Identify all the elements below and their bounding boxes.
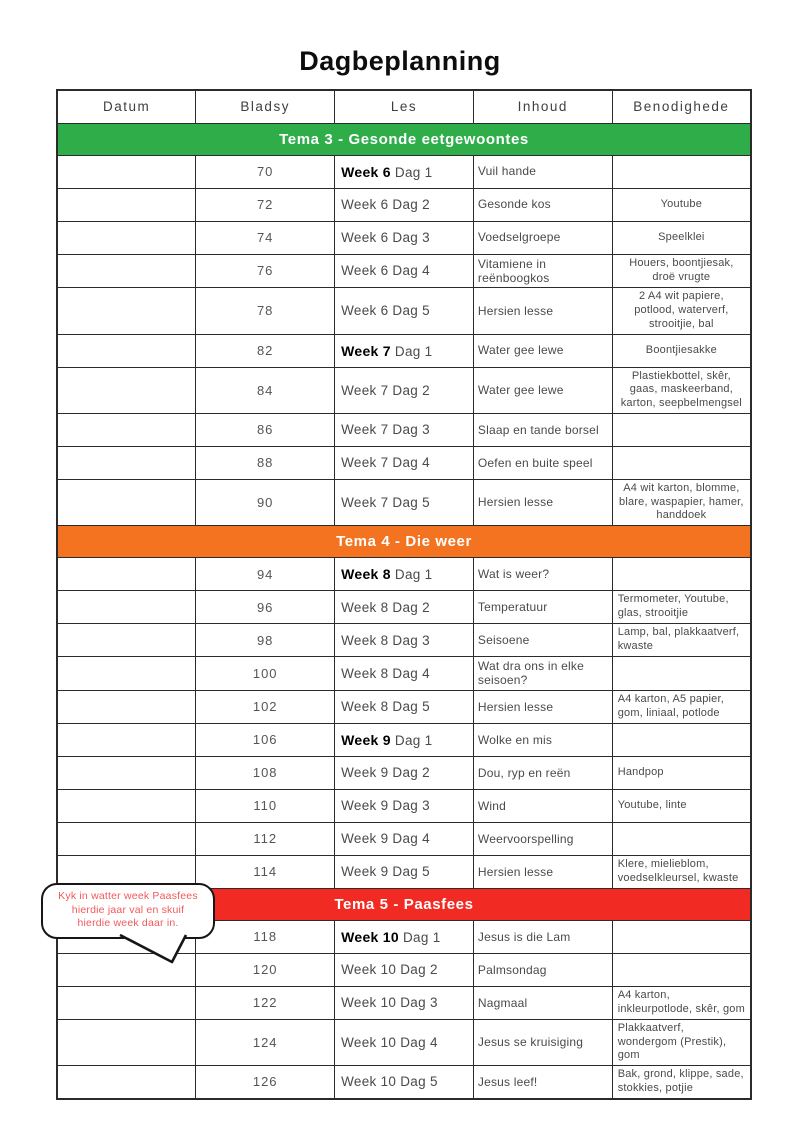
table-row (57, 723, 751, 756)
cell-les (335, 413, 474, 446)
header-benodighede: Benodighede (612, 90, 751, 123)
dag-label: Dag 1 (394, 343, 433, 359)
cell-bladsy: 106 (196, 723, 335, 756)
cell-les (335, 591, 474, 624)
dag-label: Dag 5 (392, 699, 430, 715)
table-row (57, 756, 751, 789)
cell-datum (57, 591, 196, 624)
cell-les (335, 690, 474, 723)
cell-benodighede (612, 446, 751, 479)
cell-datum (57, 690, 196, 723)
cell-benodighede: Boontjiesakke (612, 334, 751, 367)
week-label: Week 8 (341, 632, 389, 648)
cell-benodighede (612, 155, 751, 188)
cell-benodighede (612, 413, 751, 446)
cell-les (335, 624, 474, 657)
dag-label: Dag 4 (392, 263, 430, 279)
cell-inhoud: Palmsondag (473, 953, 612, 986)
cell-datum (57, 334, 196, 367)
cell-les (335, 822, 474, 855)
table-row (57, 254, 751, 288)
cell-les (335, 188, 474, 221)
callout-line: hierdie jaar val en skuif (71, 903, 185, 916)
tema-title: Tema 4 - Die weer (336, 533, 472, 551)
cell-les (335, 723, 474, 756)
tema-banner-row (57, 526, 751, 558)
cell-les (335, 155, 474, 188)
tema-title: Tema 3 - Gesonde eetgewoontes (279, 130, 529, 148)
cell-bladsy: 70 (196, 155, 335, 188)
dag-label: Dag 4 (392, 831, 430, 847)
tema-banner-1 (57, 526, 751, 558)
cell-bladsy: 122 (196, 986, 335, 1019)
cell-inhoud: Jesus leef! (473, 1066, 612, 1099)
dag-label: Dag 3 (392, 230, 430, 245)
cell-benodighede (612, 558, 751, 591)
dag-label: Dag 1 (394, 732, 433, 748)
dag-label: Dag 5 (400, 1074, 438, 1090)
cell-benodighede (612, 822, 751, 855)
dag-label: Dag 3 (392, 632, 430, 648)
table-row (57, 334, 751, 367)
cell-inhoud: Vuil hande (473, 155, 612, 188)
cell-inhoud: Hersien lesse (473, 855, 612, 888)
week-label: Week 6 (341, 263, 389, 279)
cell-inhoud: Temperatuur (473, 591, 612, 624)
cell-inhoud: Water gee lewe (473, 367, 612, 413)
cell-datum (57, 288, 196, 334)
week-label: Week 6 (341, 230, 389, 245)
cell-inhoud: Seisoene (473, 624, 612, 657)
week-label: Week 8 (341, 699, 389, 715)
callout-line: hierdie week daar in. (77, 917, 179, 930)
week-label: Week 9 (341, 798, 389, 814)
week-label: Week 7 (341, 494, 389, 510)
week-label: Week 10 (341, 1074, 397, 1090)
cell-les (335, 920, 474, 953)
table-row (57, 188, 751, 221)
table-row (57, 986, 751, 1019)
cell-datum (57, 986, 196, 1019)
header-bladsy: Bladsy (196, 90, 335, 123)
callout-tail (112, 934, 202, 968)
cell-benodighede: Youtube (612, 188, 751, 221)
cell-les (335, 367, 474, 413)
table-row (57, 288, 751, 334)
dag-label: Dag 1 (402, 929, 441, 945)
cell-bladsy: 114 (196, 855, 335, 888)
dag-label: Dag 3 (400, 995, 438, 1011)
dag-label: Dag 1 (394, 164, 433, 180)
cell-bladsy: 102 (196, 690, 335, 723)
week-label: Week 9 (341, 731, 391, 748)
cell-benodighede (612, 657, 751, 691)
header-datum: Datum (57, 90, 196, 123)
table-row (57, 413, 751, 446)
cell-inhoud: Jesus is die Lam (473, 920, 612, 953)
cell-datum (57, 1019, 196, 1065)
cell-les (335, 254, 474, 288)
cell-bladsy: 78 (196, 288, 335, 334)
cell-bladsy: 126 (196, 1066, 335, 1099)
cell-les (335, 789, 474, 822)
week-label: Week 6 (341, 303, 389, 319)
cell-bladsy: 86 (196, 413, 335, 446)
cell-datum (57, 723, 196, 756)
cell-bladsy: 72 (196, 188, 335, 221)
cell-inhoud: Dou, ryp en reën (473, 756, 612, 789)
cell-benodighede: Plastiekbottel, skêr, gaas, maskeerband, karton, seepbelmengsel (612, 367, 751, 413)
table-row (57, 789, 751, 822)
week-label: Week 7 (341, 342, 391, 359)
cell-datum (57, 789, 196, 822)
dag-label: Dag 1 (394, 567, 433, 583)
cell-benodighede: Lamp, bal, plakkaatverf, kwaste (612, 624, 751, 657)
cell-bladsy: 120 (196, 953, 335, 986)
dag-label: Dag 5 (392, 303, 430, 319)
cell-benodighede: A4 karton, inkleurpotlode, skêr, gom (612, 986, 751, 1019)
cell-les (335, 986, 474, 1019)
table-row (57, 822, 751, 855)
cell-datum (57, 254, 196, 288)
callout-bubble (41, 883, 215, 939)
cell-inhoud: Weervoorspelling (473, 822, 612, 855)
cell-datum (57, 413, 196, 446)
cell-inhoud: Hersien lesse (473, 288, 612, 334)
table-row (57, 1066, 751, 1099)
header-row (57, 90, 751, 123)
week-label: Week 8 (341, 599, 389, 615)
cell-benodighede (612, 920, 751, 953)
cell-bladsy: 74 (196, 221, 335, 254)
cell-les (335, 446, 474, 479)
week-label: Week 7 (341, 382, 389, 398)
cell-les (335, 855, 474, 888)
cell-benodighede: Termometer, Youtube, glas, strooitjie (612, 591, 751, 624)
cell-datum (57, 822, 196, 855)
cell-bladsy: 84 (196, 367, 335, 413)
cell-benodighede: Youtube, linte (612, 789, 751, 822)
week-label: Week 6 (341, 163, 391, 180)
cell-benodighede: Speelklei (612, 221, 751, 254)
dag-label: Dag 2 (392, 765, 430, 781)
cell-bladsy: 82 (196, 334, 335, 367)
week-label: Week 9 (341, 765, 389, 781)
cell-inhoud: Hersien lesse (473, 690, 612, 723)
cell-les (335, 479, 474, 525)
cell-bladsy: 90 (196, 479, 335, 525)
callout-line: Kyk in watter week Paasfees (58, 890, 198, 902)
cell-datum (57, 756, 196, 789)
table-row (57, 591, 751, 624)
table-row (57, 657, 751, 691)
cell-bladsy: 112 (196, 822, 335, 855)
cell-les (335, 657, 474, 691)
cell-inhoud: Wolke en mis (473, 723, 612, 756)
cell-inhoud: Slaap en tande borsel (473, 413, 612, 446)
week-label: Week 10 (341, 962, 397, 978)
cell-bladsy: 124 (196, 1019, 335, 1065)
cell-inhoud: Gesonde kos (473, 188, 612, 221)
cell-inhoud: Hersien lesse (473, 479, 612, 525)
schedule-header (57, 90, 751, 123)
cell-inhoud: Wind (473, 789, 612, 822)
cell-datum (57, 446, 196, 479)
dag-label: Dag 4 (392, 455, 430, 471)
cell-benodighede (612, 723, 751, 756)
table-row (57, 558, 751, 591)
dag-label: Dag 4 (392, 665, 430, 681)
cell-datum (57, 188, 196, 221)
cell-inhoud: Vitamiene in reënboogkos (473, 254, 612, 288)
cell-datum (57, 155, 196, 188)
cell-bladsy: 96 (196, 591, 335, 624)
week-label: Week 6 (341, 197, 389, 212)
cell-bladsy: 76 (196, 254, 335, 288)
cell-benodighede: Plakkaatverf, wondergom (Prestik), gom (612, 1019, 751, 1065)
cell-bladsy: 98 (196, 624, 335, 657)
table-row (57, 446, 751, 479)
cell-inhoud: Voedselgroepe (473, 221, 612, 254)
cell-les (335, 953, 474, 986)
cell-datum (57, 624, 196, 657)
cell-bladsy: 118 (196, 920, 335, 953)
table-row (57, 221, 751, 254)
cell-benodighede: A4 karton, A5 papier, gom, liniaal, potlode (612, 690, 751, 723)
cell-bladsy: 94 (196, 558, 335, 591)
cell-benodighede (612, 953, 751, 986)
week-label: Week 8 (341, 665, 389, 681)
cell-datum (57, 558, 196, 591)
table-row (57, 367, 751, 413)
cell-datum (57, 1066, 196, 1099)
cell-inhoud: Wat dra ons in elke seisoen? (473, 657, 612, 691)
cell-benodighede: Bak, grond, klippe, sade, stokkies, potjie (612, 1066, 751, 1099)
cell-les (335, 334, 474, 367)
cell-inhoud: Wat is weer? (473, 558, 612, 591)
cell-les (335, 221, 474, 254)
cell-datum (57, 479, 196, 525)
cell-benodighede: A4 wit karton, blomme, blare, waspapier, hamer, handdoek (612, 479, 751, 525)
dag-label: Dag 5 (392, 494, 430, 510)
week-label: Week 9 (341, 831, 389, 847)
cell-benodighede: Klere, mielieblom, voedselkleursel, kwaste (612, 855, 751, 888)
cell-les (335, 288, 474, 334)
cell-bladsy: 110 (196, 789, 335, 822)
week-label: Week 10 (341, 1034, 397, 1050)
cell-bladsy: 100 (196, 657, 335, 691)
cell-bladsy: 108 (196, 756, 335, 789)
week-label: Week 10 (341, 995, 397, 1011)
header-inhoud: Inhoud (473, 90, 612, 123)
cell-les (335, 756, 474, 789)
cell-datum (57, 657, 196, 691)
week-label: Week 7 (341, 422, 389, 438)
table-row (57, 1019, 751, 1065)
table-row (57, 690, 751, 723)
dag-label: Dag 5 (392, 864, 430, 880)
cell-inhoud: Jesus se kruisiging (473, 1019, 612, 1065)
page-title: Dagbeplanning (299, 46, 501, 76)
table-row (57, 624, 751, 657)
week-label: Week 9 (341, 864, 389, 880)
dag-label: Dag 2 (392, 599, 430, 615)
cell-datum (57, 221, 196, 254)
cell-datum (57, 367, 196, 413)
dag-label: Dag 2 (392, 382, 430, 398)
dag-label: Dag 3 (392, 422, 430, 438)
dag-label: Dag 2 (392, 197, 430, 212)
dag-label: Dag 2 (400, 962, 438, 978)
cell-les (335, 558, 474, 591)
cell-inhoud: Oefen en buite speel (473, 446, 612, 479)
dag-label: Dag 4 (400, 1034, 438, 1050)
table-row (57, 155, 751, 188)
cell-inhoud: Water gee lewe (473, 334, 612, 367)
header-les: Les (335, 90, 474, 123)
week-label: Week 10 (341, 928, 399, 945)
tema-banner-row (57, 123, 751, 155)
week-label: Week 7 (341, 455, 389, 471)
tema-title: Tema 5 - Paasfees (334, 895, 474, 913)
week-label: Week 8 (341, 566, 391, 583)
table-row (57, 479, 751, 525)
cell-bladsy: 88 (196, 446, 335, 479)
cell-les (335, 1019, 474, 1065)
cell-inhoud: Nagmaal (473, 986, 612, 1019)
cell-benodighede: Houers, boontjiesak, droë vrugte (612, 254, 751, 288)
tema-banner-0 (57, 123, 751, 155)
dag-label: Dag 3 (392, 798, 430, 814)
cell-benodighede: 2 A4 wit papiere, potlood, waterverf, strooitjie, bal (612, 288, 751, 334)
cell-les (335, 1066, 474, 1099)
cell-benodighede: Handpop (612, 756, 751, 789)
